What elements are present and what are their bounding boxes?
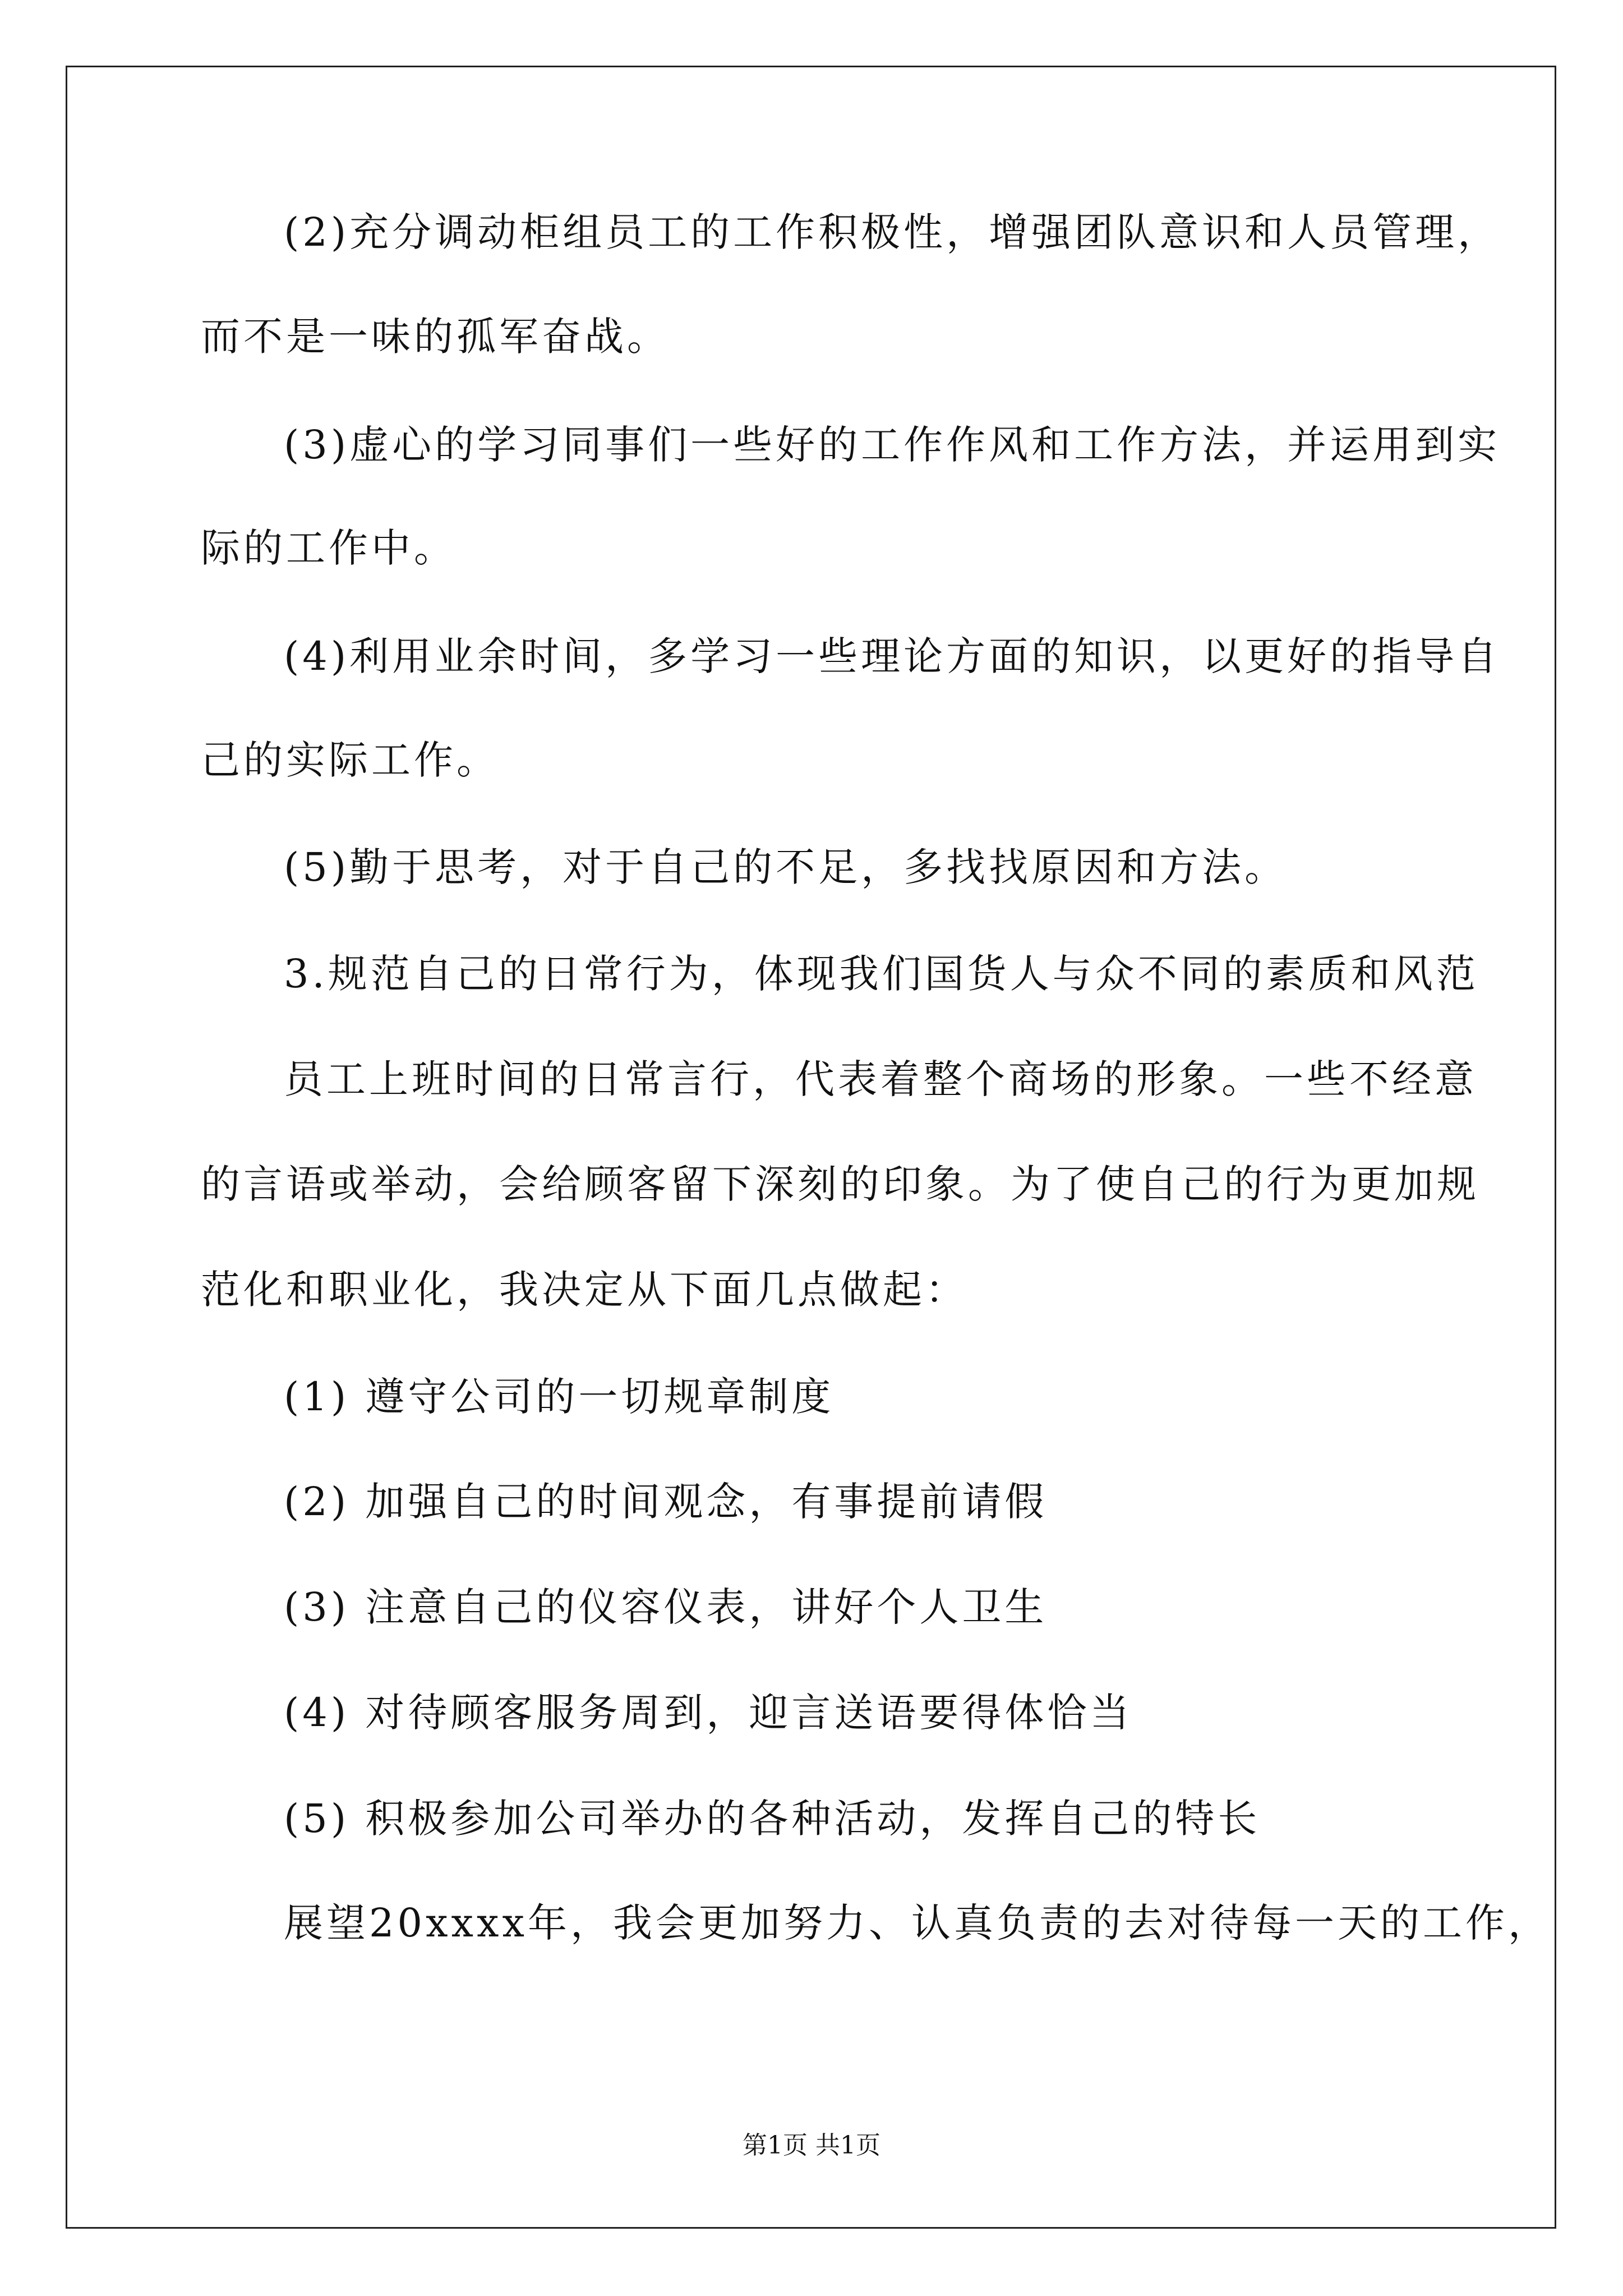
text-line-7: (5)勤于思考，对于自己的不足，多找找原因和方法。 — [284, 844, 1288, 890]
text-line-17: 展望20xxxx年，我会更加努力、认真负责的去对待每一天的工作， — [284, 1900, 1551, 1946]
text-line-1: (2)充分调动柜组员工的工作积极性，增强团队意识和人员管理， — [284, 209, 1501, 255]
text-line-4: 际的工作中。 — [201, 525, 457, 571]
text-line-3: (3)虚心的学习同事们一些好的工作作风和工作方法，并运用到实 — [284, 422, 1501, 468]
text-line-6: 己的实际工作。 — [201, 737, 499, 783]
text-line-14: (3) 注意自己的仪容仪表，讲好个人卫生 — [284, 1584, 1048, 1630]
text-line-9: 员工上班时间的日常言行，代表着整个商场的形象。一些不经意 — [284, 1056, 1477, 1102]
text-line-10: 的言语或举动，会给顾客留下深刻的印象。为了使自己的行为更加规 — [201, 1161, 1479, 1207]
text-line-13: (2) 加强自己的时间观念，有事提前请假 — [284, 1479, 1048, 1525]
page-number: 第1页 共1页 — [743, 2131, 880, 2160]
text-line-2: 而不是一味的孤军奋战。 — [201, 314, 670, 360]
text-line-12: (1) 遵守公司的一切规章制度 — [284, 1374, 834, 1420]
text-line-11: 范化和职业化，我决定从下面几点做起： — [201, 1267, 968, 1313]
text-line-15: (4) 对待顾客服务周到，迎言送语要得体恰当 — [284, 1690, 1133, 1736]
text-line-8: 3.规范自己的日常行为，体现我们国货人与众不同的素质和风范 — [284, 951, 1479, 997]
text-line-5: (4)利用业余时间，多学习一些理论方面的知识，以更好的指导自 — [284, 633, 1501, 679]
text-line-16: (5) 积极参加公司举办的各种活动，发挥自己的特长 — [284, 1796, 1261, 1842]
